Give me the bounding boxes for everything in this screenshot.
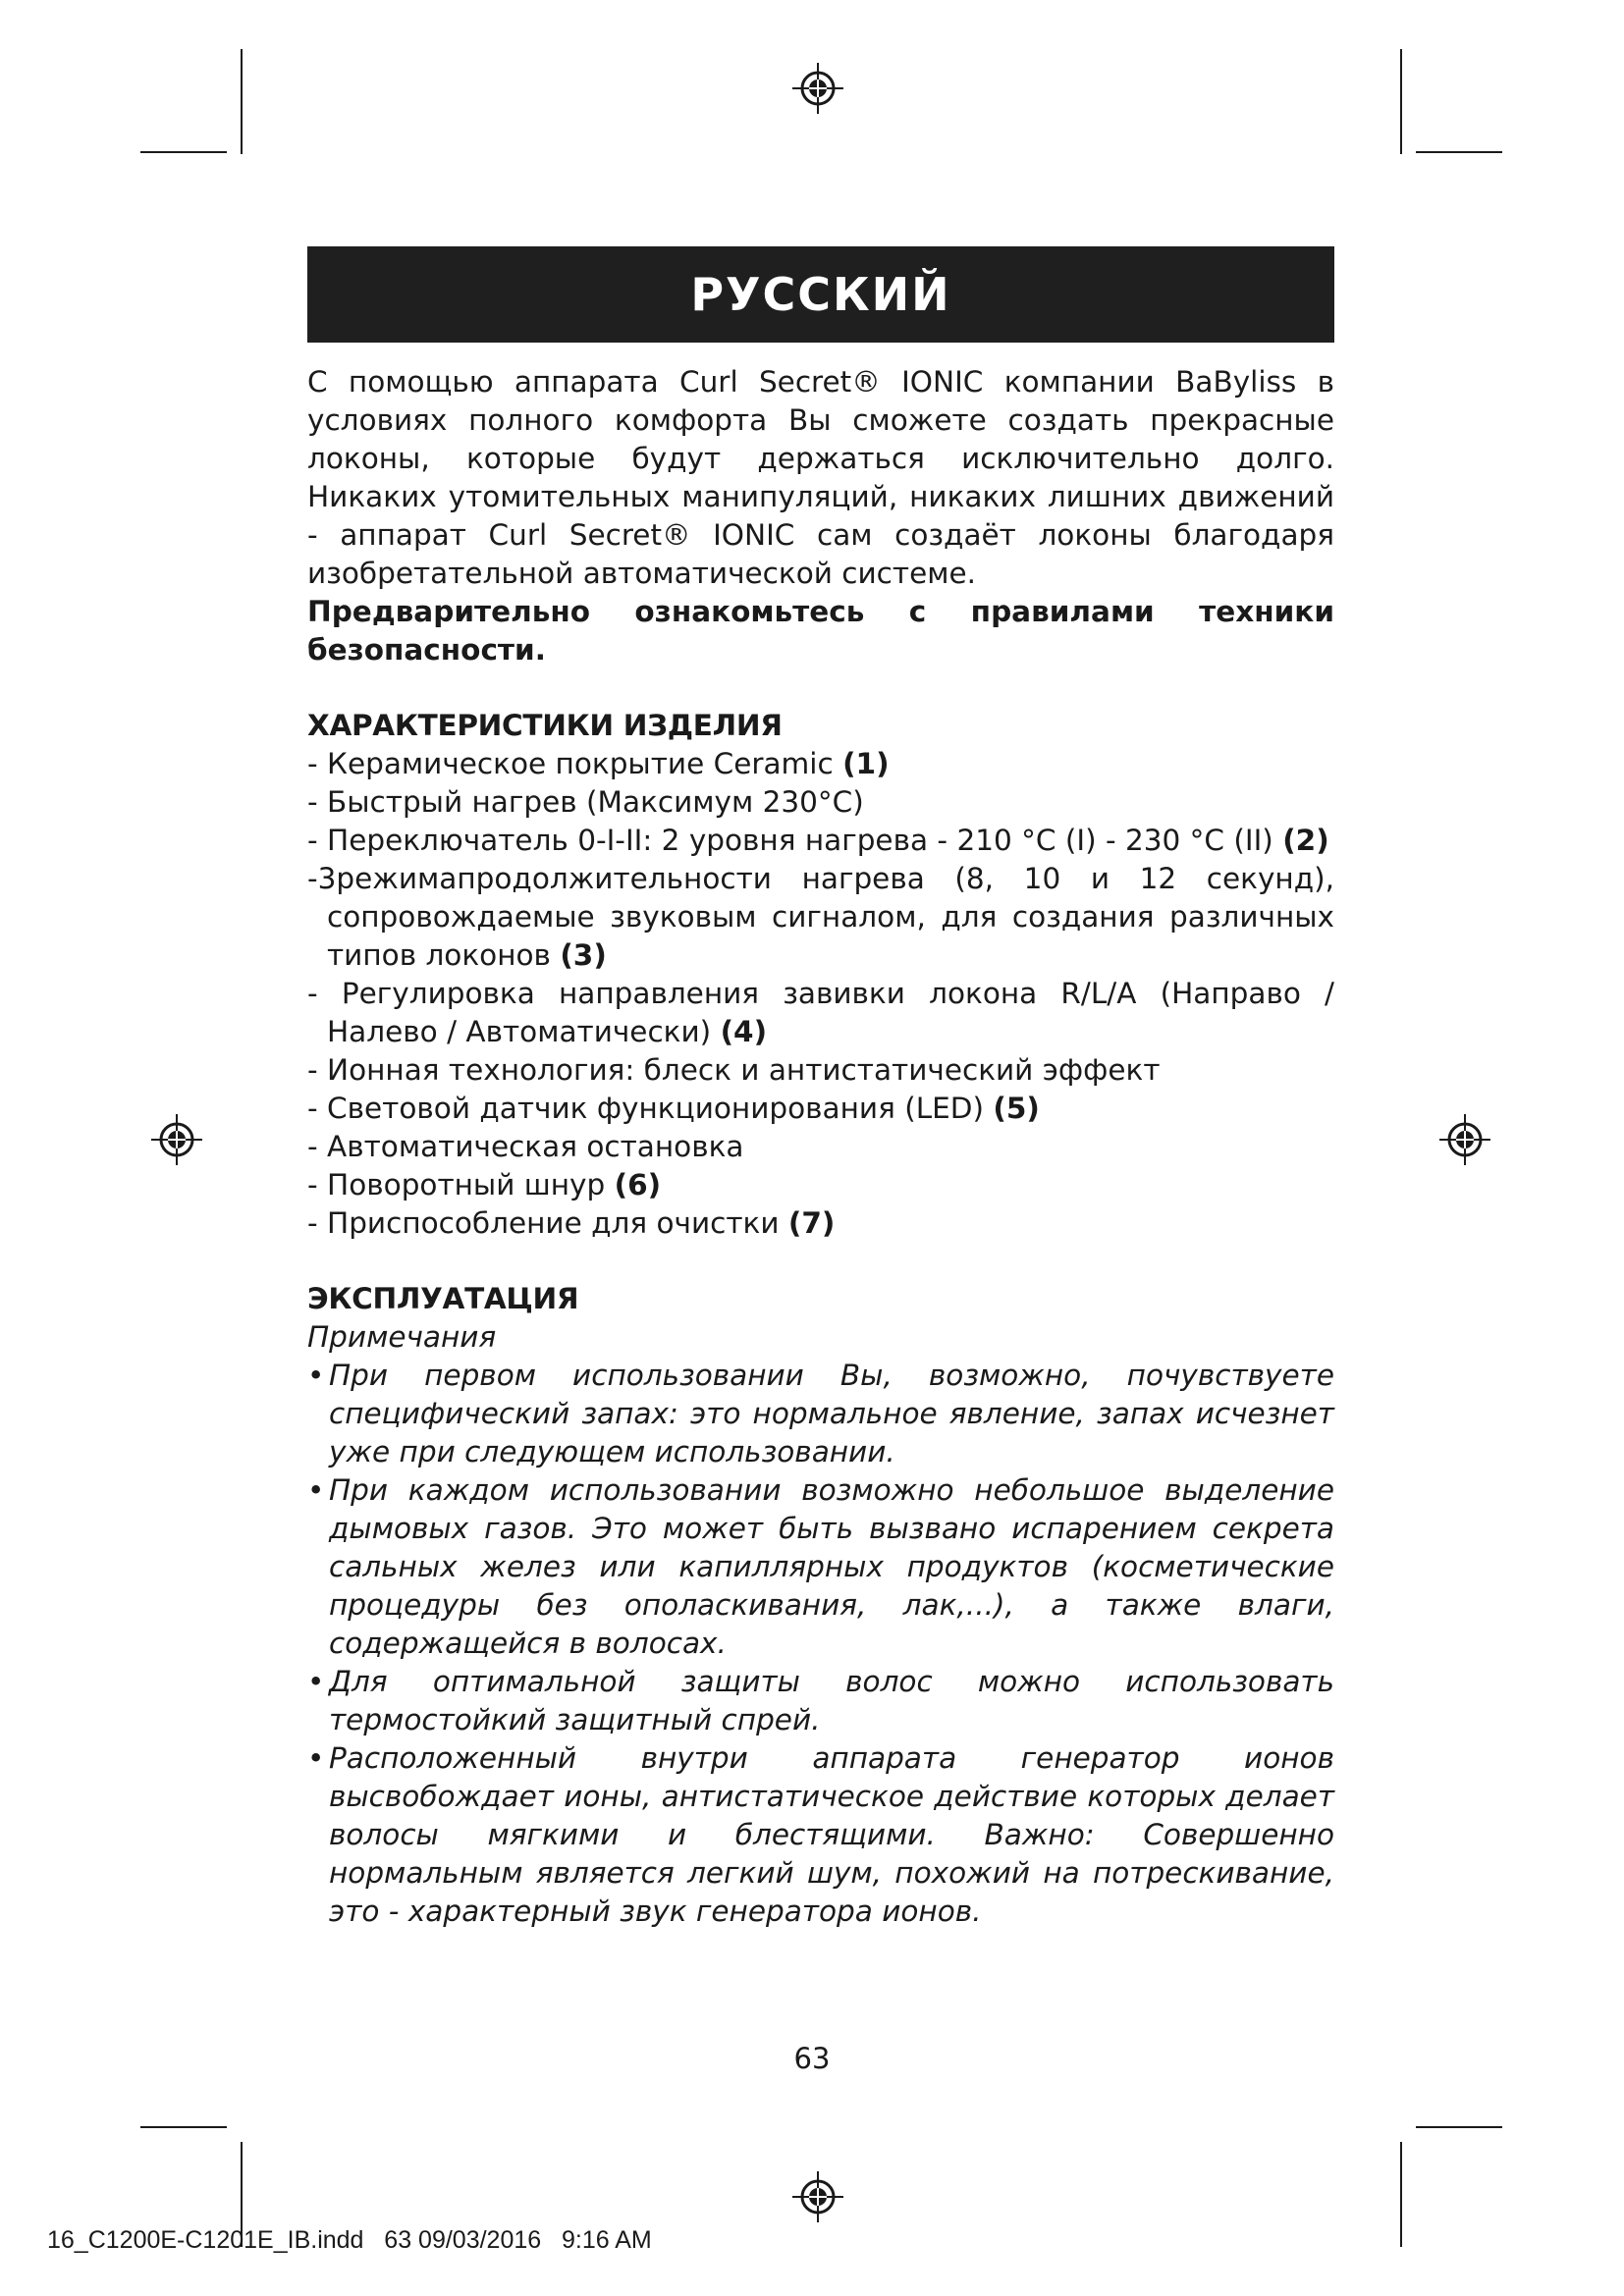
- bullet-icon: •: [307, 1473, 325, 1507]
- list-item: - Приспособление для очистки (7): [307, 1206, 836, 1240]
- crop-mark: [1400, 2142, 1402, 2247]
- registration-mark-icon: [1437, 1112, 1492, 1167]
- list-item: -3режимапродолжительности нагрева (8, 10 и 12 секунд), сопровождаемые звуковым сигналом, для создания различных типов локонов (3): [307, 862, 1334, 972]
- bullet-icon: •: [307, 1741, 325, 1775]
- registration-mark-icon: [149, 1112, 204, 1167]
- crop-mark: [1416, 151, 1502, 153]
- registration-mark-icon: [790, 61, 845, 116]
- crop-mark: [140, 2126, 227, 2128]
- notes-label: Примечания: [307, 1320, 497, 1354]
- usage-heading: ЭКСПЛУАТАЦИЯ: [307, 1282, 579, 1315]
- print-slug: 16_C1200E-C1201E_IB.indd 63 09/03/2016 9:16 AM: [47, 2226, 652, 2254]
- list-item: • Расположенный внутри аппарата генератор ионов высвобождает ионы, антистатическое действие которых делает волосы мягкими и блестящими. Важно: Совершенно нормальным является легкий шум, похожий на потрескивание, это - характерный звук генератора ионов.: [307, 1741, 1334, 1928]
- list-item: - Регулировка направления завивки локона R/L/A (Направо / Налево / Автоматически) (4): [307, 977, 1334, 1048]
- safety-warning: Предварительно ознакомьтесь с правилами техники безопасности.: [307, 595, 1334, 667]
- page-content: [307, 363, 1334, 1931]
- bullet-icon: •: [307, 1665, 325, 1698]
- list-item: - Автоматическая остановка: [307, 1130, 744, 1163]
- list-item: • При первом использовании Вы, возможно, почувствуете специфический запах: это нормальное явление, запах исчезнет уже при следующем использовании.: [307, 1359, 1334, 1468]
- list-item: - Поворотный шнур (6): [307, 1168, 662, 1201]
- list-item: - Ионная технология: блеск и антистатический эффект: [307, 1053, 1161, 1087]
- list-item: - Керамическое покрытие Ceramic (1): [307, 747, 890, 780]
- list-item: • При каждом использовании возможно небольшое выделение дымовых газов. Это может быть вызвано испарением секрета сальных желез или капиллярных продуктов (косметические процедуры без ополаскивания, лак,...), а также влаги, содержащейся в волосах.: [307, 1473, 1334, 1660]
- list-item: - Быстрый нагрев (Максимум 230°C): [307, 785, 864, 819]
- crop-mark: [140, 151, 227, 153]
- crop-mark: [1416, 2126, 1502, 2128]
- list-item: - Световой датчик функционирования (LED) (5): [307, 1092, 1040, 1125]
- notes-list: [307, 1357, 1334, 1931]
- features-list: [307, 745, 1334, 1243]
- registration-mark-icon: [790, 2169, 845, 2224]
- crop-mark: [241, 49, 243, 154]
- page-number: 63: [793, 2042, 831, 2075]
- crop-mark: [1400, 49, 1402, 154]
- page-title: РУССКИЙ: [690, 268, 951, 321]
- language-title-bar: [307, 246, 1334, 343]
- bullet-icon: •: [307, 1359, 325, 1392]
- features-heading: ХАРАКТЕРИСТИКИ ИЗДЕЛИЯ: [307, 709, 783, 742]
- list-item: • Для оптимальной защиты волос можно использовать термостойкий защитный спрей.: [307, 1665, 1334, 1736]
- intro-paragraph: С помощью аппарата Curl Secret® IONIC компании BaByliss в условиях полного комфорта Вы сможете создать прекрасные локоны, которые будут держаться исключительно долго. Никаких утомительных манипуляций, никаких лишних движений - аппарат Curl Secret® IONIC сам создаёт локоны благодаря изобретательной автоматической системе.: [307, 365, 1334, 590]
- list-item: - Переключатель 0-I-II: 2 уровня нагрева - 210 °C (I) - 230 °C (II) (2): [307, 824, 1329, 857]
